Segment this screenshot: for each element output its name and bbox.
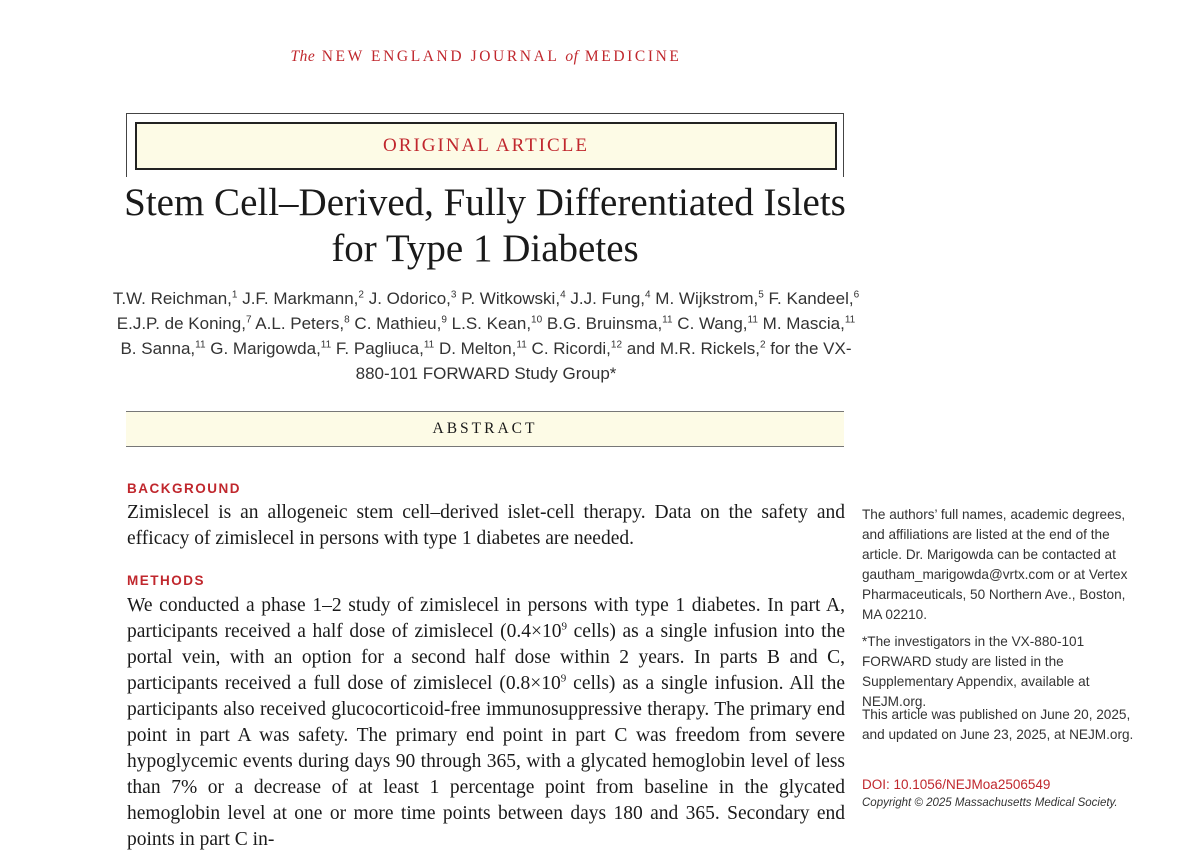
author-name: P. Witkowski, [461,289,561,308]
author-affiliation-sup: 11 [747,314,758,326]
author-name: M. Mascia, [762,314,845,333]
background-text: Zimislecel is an allogeneic stem cell–derived islet-cell therapy. Data on the safety and efficacy of zimislecel in persons with type 1 diabetes are needed. [127,502,845,549]
title-line-1: Stem Cell–Derived, Fully Differentiated Islets [124,181,846,224]
copyright-note: Copyright © 2025 Massachusetts Medical Society. [862,797,1118,809]
author-affiliation-sup: 1 [231,289,238,301]
methods-part-3: cells) as a single infusion. All the participants also received glucocorticoid-free immunosuppressive therapy. The primary end point in part A was safety. The primary end point in part C was freedom from severe hypoglycemic events during days 90 through 365, with a glycated hemoglobin level of less than 7% or a decrease of at least 1 percentage point from baseline in the glycated hemoglobin level at one or more time points between days 180 and 365. Secondary end points in part C in- [127,673,845,850]
author-affiliation-sup: 11 [844,314,856,326]
author-list [110,286,862,386]
author-affiliation-sup: 10 [531,314,543,326]
author-name: B.G. Bruinsma, [546,314,663,333]
journal-masthead [0,48,972,66]
author-name: A.L. Peters, [255,314,345,333]
publication-note: This article was published on June 20, 2025, and updated on June 23, 2025, at NEJM.org. [862,707,1134,742]
article-type-banner [135,122,837,170]
article-type-label: ORIGINAL ARTICLE [383,135,589,156]
methods-part-2: cells) as a single infusion into the portal vein, with an option for a second half dose within 2 years. In parts B and C, participants received a full dose of zimislecel (0.8×10 [127,621,845,694]
abstract-label: ABSTRACT [432,420,538,437]
author-name: T.W. Reichman, [112,289,232,308]
author-name: J.J. Fung, [570,289,645,308]
methods-heading: METHODS [127,573,205,588]
author-name: and M.R. Rickels, [626,339,760,358]
study-group-credit: for the VX-880-101 FORWARD Study Group* [355,339,852,383]
methods-text [127,593,845,853]
author-affiliation-sup: 11 [195,339,206,351]
author-name: F. Pagliuca, [335,339,424,358]
affiliations-note: The authors’ full names, academic degrees, and affiliations are listed at the end of the article. Dr. Marigowda can be contacted at gautham_marigowda@vrtx.com or at Vertex Pharmaceuticals, 50 Northern Ave., Boston, MA 02210. [862,507,1128,622]
title-line-2: for Type 1 Diabetes [331,227,639,270]
author-name: E.J.P. de Koning, [116,314,246,333]
investigators-note: *The investigators in the VX-880-101 FORWARD study are listed in the Supplementary Appendix, available at NEJM.org. [862,634,1090,709]
author-affiliation-sup: 8 [344,314,350,326]
author-affiliation-sup: 11 [423,339,435,351]
author-name: D. Melton, [438,339,517,358]
author-affiliation-sup: 2 [759,339,766,351]
author-affiliation-sup: 4 [560,289,566,301]
author-name: C. Wang, [677,314,748,333]
background-heading: BACKGROUND [127,481,241,496]
methods-exponent-1: 9 [561,620,568,633]
author-name: G. Marigowda, [210,339,321,358]
author-affiliation-sup: 12 [610,339,623,351]
author-name: C. Ricordi, [531,339,611,358]
author-affiliation-sup: 2 [358,289,364,301]
author-name: F. Kandeel, [768,289,854,308]
author-name: M. Wijkstrom, [655,289,759,308]
author-name: B. Sanna, [120,339,196,358]
author-affiliation-sup: 9 [441,314,447,326]
author-name: C. Mathieu, [354,314,442,333]
author-affiliation-sup: 11 [320,339,332,351]
author-affiliation-sup: 3 [450,289,457,301]
methods-exponent-2: 9 [560,672,567,685]
author-affiliation-sup: 11 [516,339,527,351]
masthead-medicine: MEDICINE [584,48,682,65]
author-name: J.F. Markmann, [242,289,359,308]
article-title [106,180,864,272]
author-affiliation-sup: 5 [758,289,764,301]
author-name: J. Odorico, [368,289,451,308]
author-name: L.S. Kean, [451,314,532,333]
masthead-the: The [290,48,316,65]
masthead-of: of [565,48,579,65]
author-affiliation-sup: 7 [245,314,252,326]
author-affiliation-sup: 4 [645,289,651,301]
author-affiliation-sup: 6 [853,289,860,301]
abstract-header [126,411,844,447]
masthead-journal: NEW ENGLAND JOURNAL [321,48,559,65]
doi-link[interactable]: DOI: 10.1056/NEJMoa2506549 [862,777,1051,792]
methods-part-1: We conducted a phase 1–2 study of zimislecel in persons with type 1 diabetes. In part A, participants received a half dose of zimislecel (0.4×10 [127,595,845,642]
author-affiliation-sup: 11 [662,314,673,326]
